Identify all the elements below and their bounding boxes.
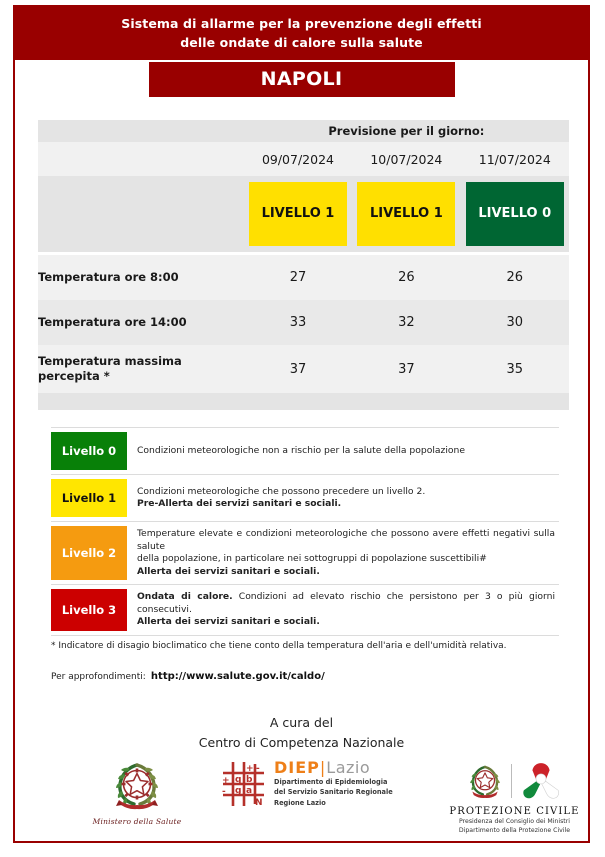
svg-text:+: + [246,764,254,774]
footer-logos [15,759,588,843]
temp-row-label-1: Temperatura ore 14:00 [38,315,187,329]
svg-text:+: + [222,776,230,786]
temp-row-label-2-text: Temperatura massima percepita * [38,354,182,383]
temp-value-r2-c1: 37 [398,361,415,377]
protezione-civile-subtitle-1: Presidenza del Consiglio dei Ministri [459,818,570,825]
level-cell-1 [352,176,460,252]
temp-value-r1-c2: 30 [506,315,524,330]
city-banner-wrap [15,62,588,97]
svg-text:-: - [222,787,226,797]
forecast-table [38,120,569,410]
table-row-levels [38,176,569,252]
diep-subtitle-3: Regione Lazio [274,798,326,807]
legend-line-1-emphasis: Ondata di calore. [137,591,233,602]
legend-line-1-rest: Condizioni ad elevato rischio che persistono per 3 o più giorni consecutivi. [137,591,556,615]
page-frame [13,5,590,843]
diep-grid-icon [220,760,266,808]
logo-protezione-civile [447,759,582,835]
legend-line-2: della popolazione, in particolare nei sottogruppi di popolazione suscettibili# [137,553,487,564]
legend-line-3: Allerta dei servizi sanitari e sociali. [137,565,320,577]
legend-line-2: Pre-Allerta dei servizi sanitari e sociali. [137,498,342,509]
legend-row-livello-3 [51,585,559,636]
table-row-forecast-header [38,120,569,142]
forecast-header-label: Previsione per il giorno: [328,124,485,138]
diep-letter-e: E [295,758,308,777]
legend-line-2: Allerta dei servizi sanitari e sociali. [137,616,320,627]
legend-chip-livello-0: Livello 0 [51,432,127,470]
temp-value-r2-c2: 35 [506,361,524,377]
logo-ministero-salute [67,759,207,826]
temp-row-label-2 [38,345,244,393]
date-cell-1: 10/07/2024 [370,151,443,167]
legend-text-livello-2 [127,522,559,584]
spacer-cell [38,120,244,142]
notes-section [51,639,571,683]
legend-line-1: Temperature elevate e condizioni meteorologiche che possono avere effetti negativi sulla salute [137,528,555,552]
approfondimenti-label: Per approfondimenti: [51,672,146,682]
legend-text-livello-3 [127,585,559,635]
protezione-civile-title: PROTEZIONE CIVILE [449,806,580,817]
temp-value-r0-c2: 26 [506,270,524,285]
diep-lazio-word: Lazio [326,758,371,777]
temp-value-r1-c1: 32 [398,315,415,330]
temp-value-r2-c0: 37 [289,361,307,377]
temp-value-r0-c0: 27 [289,270,307,285]
level-cell-2 [461,176,569,252]
footnote-text: * Indicatore di disagio bioclimatico che tiene conto della temperatura dell'aria e dell'umidità relativa. [51,641,507,651]
level-badge-day2: LIVELLO 0 [466,182,564,246]
diep-letter-p: P [307,758,320,777]
spacer-cell [38,176,244,252]
svg-text:-: - [256,764,260,774]
diep-subtitle-2: del Servizio Sanitario Regionale [274,788,393,797]
level-cell-0 [244,176,352,252]
legend-line-1 [137,591,555,616]
table-row-temp-8 [38,255,569,300]
credits-line-1: A cura del [269,715,334,730]
legend [51,427,591,636]
header-title-line1: Sistema di allarme per la prevenzione degli effetti [121,16,482,31]
diep-wordmark [274,759,393,776]
legend-row-livello-1 [51,475,559,522]
city-name-banner: NAPOLI [149,62,455,97]
svg-text:q: q [235,775,242,785]
footer-strip-cell [38,393,569,410]
legend-line-1: Condizioni meteorologiche che possono precedere un livello 2. [137,485,426,497]
header-banner [15,7,588,60]
approfondimenti-line [51,664,571,683]
table-row-temp-14 [38,300,569,345]
date-cell-2: 11/07/2024 [478,151,551,167]
salute-caldo-link[interactable]: http://www.salute.gov.it/caldo/ [150,671,325,682]
credits-block [15,713,588,753]
legend-chip-livello-3: Livello 3 [51,589,127,631]
svg-text:b: b [246,775,253,785]
diep-letter-d: D [274,758,289,777]
svg-text:N: N [255,798,263,808]
forecast-table-wrap [38,120,569,410]
table-row-temp-percepita [38,345,569,393]
svg-text:a: a [246,786,253,796]
header-title-line2: delle ondate di calore sulla salute [180,35,423,50]
diep-letter-i: I [288,758,296,777]
diep-subtitle-1: Dipartimento di Epidemiologia [274,778,388,786]
legend-row-livello-2 [51,522,559,585]
level-badge-day0: LIVELLO 1 [249,182,347,246]
diep-separator-bar: | [319,758,327,777]
emblem-republic-small-icon [466,762,504,800]
emblem-republic-icon [110,759,164,811]
legend-line-1: Condizioni meteorologiche non a rischio per la salute della popolazione [137,444,465,456]
level-badge-day1: LIVELLO 1 [357,182,455,246]
temp-value-r1-c0: 33 [289,315,307,330]
date-cell-0: 09/07/2024 [261,151,334,167]
logo-divider [511,764,512,798]
legend-chip-livello-1: Livello 1 [51,479,127,517]
credits-line-2: Centro di Competenza Nazionale [198,735,405,750]
temp-value-r0-c1: 26 [398,270,415,285]
spacer-cell [38,142,244,176]
legend-text-livello-1 [127,475,559,521]
legend-chip-livello-2: Livello 2 [51,526,127,580]
logo-ministero-salute-caption: Ministero della Salute [92,817,182,826]
table-row-dates [38,142,569,176]
svg-text:g: g [235,786,242,796]
protezione-civile-subtitle-2: Dipartimento della Protezione Civile [458,827,571,834]
temp-row-label-0: Temperatura ore 8:00 [38,270,179,284]
logo-diep-lazio [220,759,405,808]
legend-text-livello-0 [127,428,559,474]
table-row-footer-strip [38,393,569,410]
legend-row-livello-0 [51,427,559,475]
protezione-civile-trinacria-icon [519,761,563,801]
